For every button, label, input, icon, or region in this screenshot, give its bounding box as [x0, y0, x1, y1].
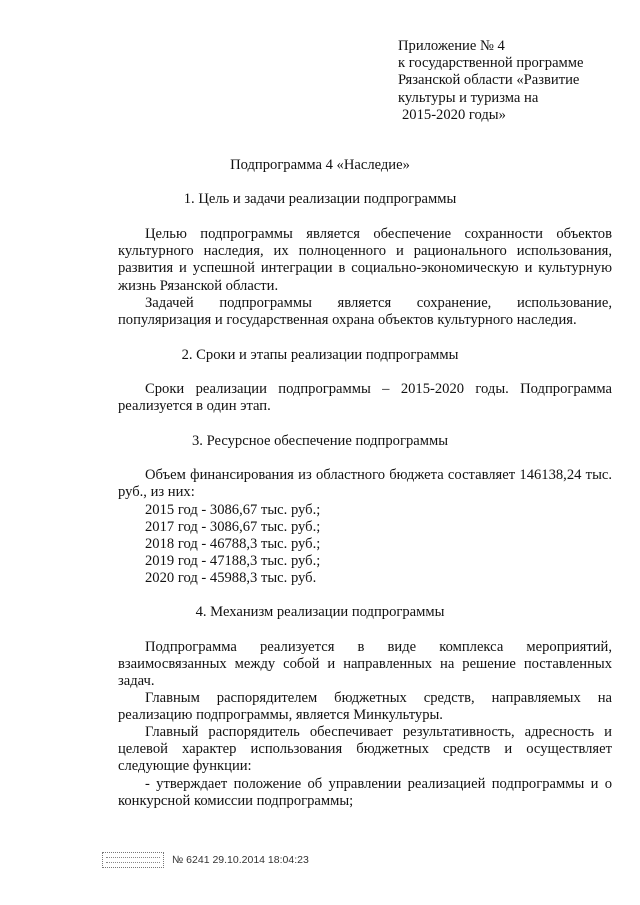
section-4-heading: 4. Механизм реализации подпрограммы	[195, 604, 445, 620]
appendix-line: 2015-2020 годы»	[402, 106, 506, 123]
section-4-paragraph-2: Главным распорядителем бюджетных средств, направляемых на реализацию подпрограммы, является Минкультуры.	[118, 690, 612, 724]
section-3-paragraph-1: Объем финансирования из областного бюджета составляет 146138,24 тыс. руб., из них:	[118, 467, 612, 501]
funding-year-line: 2019 год - 47188,3 тыс. руб.;	[145, 553, 321, 569]
section-2-paragraph-1: Сроки реализации подпрограммы – 2015-2020 годы. Подпрограмма реализуется в один этап.	[118, 381, 612, 415]
subprogram-title: Подпрограмма 4 «Наследие»	[230, 157, 410, 173]
appendix-line: культуры и туризма на	[398, 89, 539, 106]
appendix-line: Приложение № 4	[398, 38, 505, 54]
barcode-stamp-icon	[102, 852, 164, 868]
appendix-header	[398, 38, 618, 124]
appendix-line: к государственной программе	[398, 55, 584, 72]
funding-year-line: 2017 год - 3086,67 тыс. руб.;	[145, 519, 321, 535]
funding-year-line: 2018 год - 46788,3 тыс. руб.;	[145, 536, 321, 552]
section-2-heading: 2. Сроки и этапы реализации подпрограммы	[181, 347, 459, 363]
document-footer	[102, 852, 309, 869]
funding-year-line: 2020 год - 45988,3 тыс. руб.	[145, 570, 317, 586]
funding-year-line: 2015 год - 3086,67 тыс. руб.;	[145, 502, 321, 518]
appendix-line: Рязанской области «Развитие	[398, 72, 580, 89]
section-4-paragraph-4: - утверждает положение об управлении реализацией подпрограммы и о конкурсной комиссии подпрограммы;	[118, 776, 612, 810]
document-reference: № 6241 29.10.2014 18:04:23	[172, 854, 309, 866]
section-1-paragraph-1: Целью подпрограммы является обеспечение сохранности объектов культурного наследия, их полноценного и рационального использования, развития и успешной интеграции в социально-экономическую и культурную жизнь Рязанской области.	[118, 226, 612, 294]
section-1-paragraph-2: Задачей подпрограммы является сохранение, использование, популяризация и государственная охрана объектов культурного наследия.	[118, 295, 612, 329]
section-3-heading: 3. Ресурсное обеспечение подпрограммы	[191, 433, 448, 449]
section-4-paragraph-1: Подпрограмма реализуется в виде комплекса мероприятий, взаимосвязанных между собой и направленных на решение поставленных задач.	[118, 639, 612, 690]
section-4-paragraph-3: Главный распорядитель обеспечивает результативность, адресность и целевой характер использования бюджетных средств и осуществляет следующие функции:	[118, 724, 612, 775]
section-1-heading: 1. Цель и задачи реализации подпрограммы	[183, 191, 457, 207]
